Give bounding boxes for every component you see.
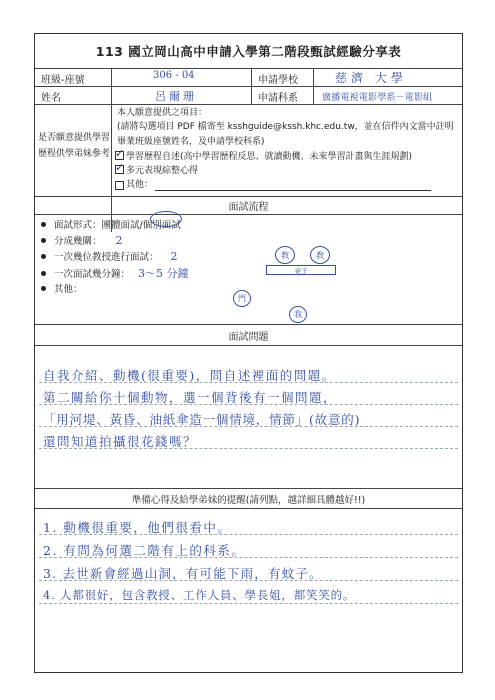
advice-heading: 準備心得及給學弟妹的提醒(請列點，越詳細具體越好!!)	[131, 495, 366, 506]
share-label: 是否願意提供學習歷程供學弟妹參考	[38, 133, 111, 159]
professors-value[interactable]: 2	[170, 249, 178, 263]
ruled-line	[39, 603, 458, 604]
divider	[35, 104, 462, 105]
interview-flow-heading: 面試流程	[228, 202, 269, 213]
groups-row	[41, 233, 123, 247]
interview-questions-heading: 面試問題	[228, 331, 269, 343]
name-value[interactable]: 呂爾珊	[155, 90, 197, 103]
selection-circle	[150, 211, 182, 227]
checkbox-diverse-performance[interactable]	[115, 165, 124, 174]
sketch-professor-1: 教	[275, 246, 295, 264]
bullet-icon	[41, 222, 46, 227]
divider	[35, 324, 462, 325]
divider	[35, 508, 462, 509]
minutes-label: 一次面試幾分鐘：	[54, 269, 131, 280]
form-sheet	[34, 33, 463, 673]
dept-value[interactable]: 廣播電視電影學系－電影組	[322, 92, 433, 103]
minutes-value[interactable]: 3～5 分鐘	[138, 267, 189, 280]
checkbox-learning-statement[interactable]	[115, 151, 124, 160]
share-note: (請將勾選項目 PDF 檔寄至 ksshguide@kssh.khc.edu.tw，並在信件內文當中註明畢業班級座號姓名，及申請學校科系)	[117, 122, 454, 147]
sketch-door: 門	[233, 290, 251, 307]
format-label: 面試形式：	[54, 220, 102, 231]
column-divider	[313, 68, 314, 104]
school-label: 申請學校	[258, 75, 298, 86]
other-label: 其他：	[54, 284, 83, 295]
professors-label: 一次幾位教授進行面試：	[54, 252, 159, 263]
option-diverse-performance[interactable]	[115, 165, 198, 178]
question-line-4[interactable]: 還問知道拍攝很花錢嗎？	[43, 434, 198, 449]
sketch-table: 桌子	[266, 265, 336, 275]
other-input-line[interactable]	[155, 181, 431, 191]
minutes-row	[41, 265, 189, 281]
groups-label: 分成幾關：	[54, 236, 102, 247]
bullet-icon	[41, 286, 46, 291]
question-line-1[interactable]: 自我介紹、動機(很重要)，問自述裡面的問題。	[43, 368, 336, 383]
name-label: 姓名	[41, 93, 61, 104]
dept-label: 申請科系	[258, 93, 298, 104]
school-value[interactable]: 慈濟 大學	[335, 71, 407, 85]
advice-line-2[interactable]: 2. 有問為何選二階有上的科系。	[43, 543, 246, 558]
divider	[35, 345, 462, 346]
bullet-icon	[41, 271, 46, 276]
bullet-icon	[41, 254, 46, 259]
column-divider	[251, 68, 252, 104]
class-seat-label: 班級-座號	[41, 75, 85, 86]
option-other[interactable]	[115, 179, 431, 192]
share-intro: 本人願意提供之項目：	[117, 108, 208, 118]
option-learning-statement[interactable]	[115, 151, 412, 164]
form-title: 113 國立岡山高中申請入學第二階段甄試經驗分享表	[95, 44, 402, 59]
option-2-label: 多元表現綜整心得	[126, 166, 199, 176]
advice-line-4[interactable]: 4. 人都很好，包含教授、工作人員、學長姐，都笑笑的。	[43, 588, 356, 602]
question-line-2[interactable]: 第二關給你十個動物，選一個背後有一個問題，	[43, 390, 338, 405]
advice-line-1[interactable]: 1. 動機很重要，他們很看中。	[43, 520, 232, 535]
divider	[35, 214, 462, 215]
groups-value[interactable]: 2	[115, 233, 123, 247]
advice-line-3[interactable]: 3. 去世新會經過山洞，有可能下雨，有蚊子。	[43, 566, 323, 581]
professors-row	[41, 249, 178, 263]
sketch-professor-2: 教	[310, 246, 330, 264]
format-value: 團體面試/個別面試	[101, 220, 181, 231]
question-line-3[interactable]: 「用河堤、黃昏、油紙傘造一個情境，情節」(故意的)	[43, 412, 361, 427]
divider	[35, 196, 462, 197]
checkbox-other[interactable]	[115, 181, 124, 190]
divider	[35, 488, 462, 489]
divider	[35, 86, 462, 87]
other-row	[41, 281, 83, 295]
option-1-label: 學習歷程自述(高中學習歷程反思、就讀動機、未來學習計畫與生涯規劃)	[126, 152, 413, 162]
class-seat-value[interactable]: 306 - 04	[153, 70, 195, 81]
option-3-label: 其他：	[126, 180, 154, 190]
sketch-me: 我	[289, 306, 307, 323]
bullet-icon	[41, 238, 46, 243]
